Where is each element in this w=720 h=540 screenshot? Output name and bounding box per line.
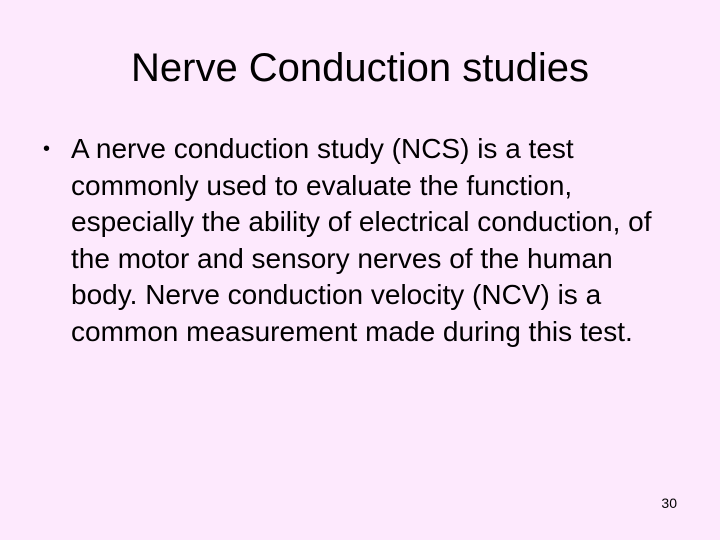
bullet-item [40, 131, 660, 350]
bullet-icon: • [43, 138, 51, 160]
slide-number: 30 [661, 495, 677, 511]
slide-title: Nerve Conduction studies [130, 46, 590, 90]
bullet-list [40, 131, 660, 350]
bullet-text: A nerve conduction study (NCS) is a test commonly used to evaluate the function, especially the ability of electrical conduction, of the motor and sensory nerves of the human body. Nerve conduction velocity (NCV) is a common measurement made during this test. [71, 133, 652, 347]
